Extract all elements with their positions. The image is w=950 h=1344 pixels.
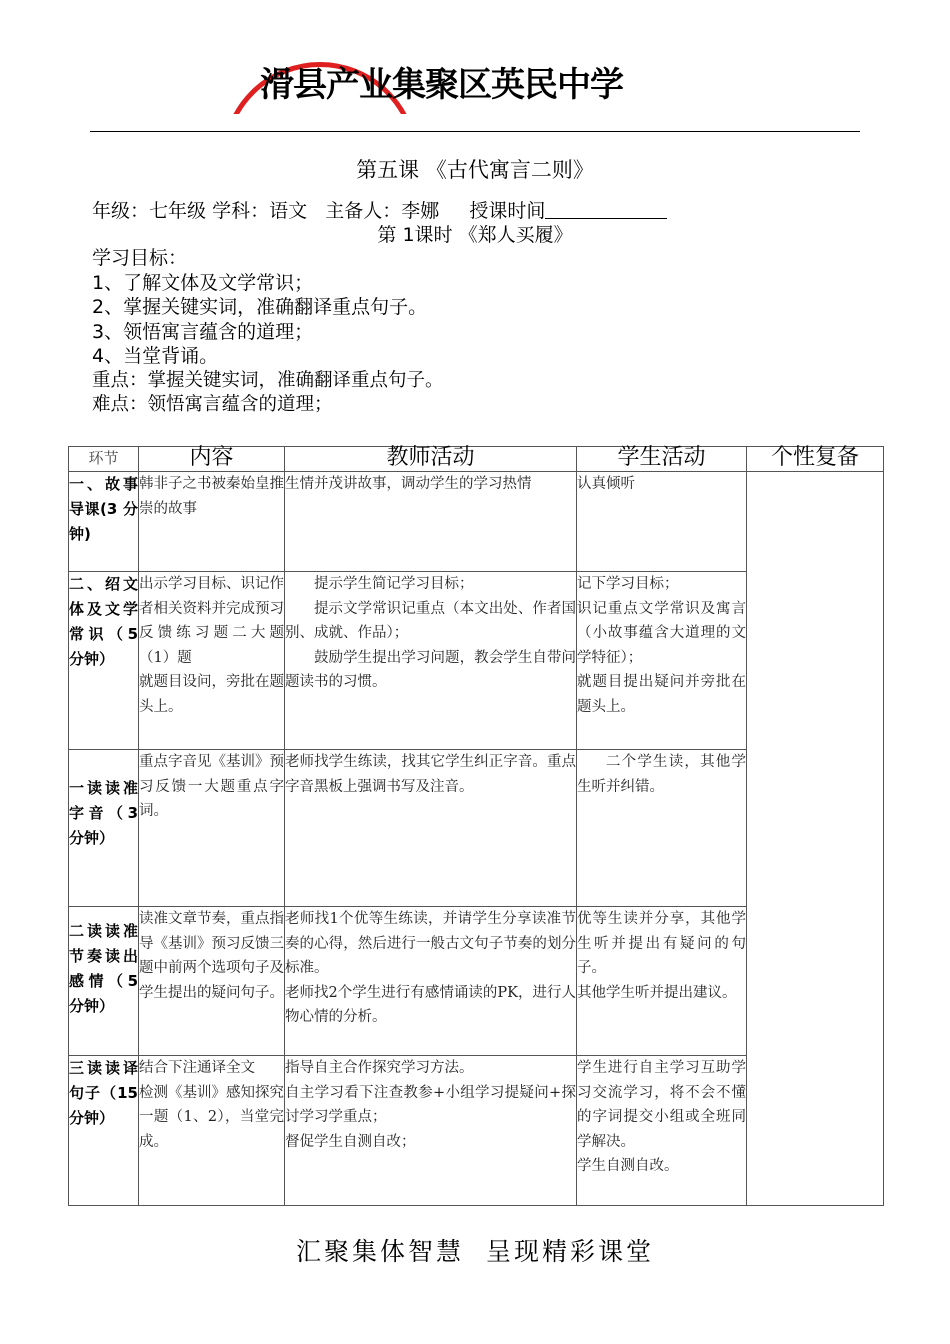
teacher-cell: 老师找1个优等生练读，并请学生分享读准节奏的心得，然后进行一般古文句子节奏的划分标准。 老师找2个学生进行有感情诵读的PK，进行人物心情的分析。 xyxy=(285,907,577,1056)
school-name: 滑县产业集聚区英民中学 xyxy=(260,65,623,105)
stage-cell: 三读读译句子（15分钟） xyxy=(69,1056,139,1206)
content-cell: 结合下注通译全文 检测《基训》感知探究一题（1、2），当堂完成。 xyxy=(139,1056,285,1206)
learning-goals xyxy=(92,246,852,418)
key-point: 重点：掌握关键实词，准确翻译重点句子。 xyxy=(92,369,444,391)
student-cell: 优等生读并分享，其他学生听并提出有疑问的句子。 其他学生听并提出建议。 xyxy=(577,907,747,1056)
stage-cell: 一、故事导课(3 分钟) xyxy=(69,472,139,572)
table-row xyxy=(69,472,884,572)
student-cell: 记下学习目标； 识记重点文学常识及寓言（小故事蕴含大道理的文学特征）； 就题目提出疑问并旁批在题头上。 xyxy=(577,572,747,750)
student-cell: 学生进行自主学习互助学习交流学习，将不会不懂的字词提交小组或全班同学解决。 学生自测自改。 xyxy=(577,1056,747,1206)
difficult-point: 难点：领悟寓言蕴含的道理； xyxy=(92,394,333,415)
student-cell: 认真倾听 xyxy=(577,472,747,572)
teacher-cell: 老师找学生练读，找其它学生纠正字音。重点字音黑板上强调书写及注音。 xyxy=(285,750,577,907)
subject-label: 学科：语文 xyxy=(212,200,308,222)
content-cell: 重点字音见《基训》预习反馈一大题重点字词。 xyxy=(139,750,285,907)
header-notes: 个性复备 xyxy=(747,447,884,472)
stage-cell: 一读读准字音（3 分钟） xyxy=(69,750,139,907)
notes-cell xyxy=(747,472,884,1206)
preparer-label: 主备人：李娜 xyxy=(325,200,440,222)
table-header-row xyxy=(69,447,884,472)
session-title: 第 1课时 《郑人买履》 xyxy=(377,224,573,246)
header-student: 学生活动 xyxy=(577,447,747,472)
goal-item: 3、领悟寓言蕴含的道理； xyxy=(92,320,314,343)
student-cell: 二个学生读，其他学生听并纠错。 xyxy=(577,750,747,907)
content-cell: 出示学习目标、识记作者相关资料并完成预习反馈练习题二大题（1）题 就题目设问，旁批在题头上。 xyxy=(139,572,285,750)
lesson-plan-table xyxy=(68,446,884,1206)
stage-cell: 二读读准节奏读出感情（5分钟） xyxy=(69,907,139,1056)
footer-slogan: 汇聚集体智慧 呈现精彩课堂 xyxy=(296,1237,654,1266)
header-rule xyxy=(90,131,860,132)
header-stage: 环节 xyxy=(69,447,139,472)
teacher-cell: 指导自主合作探究学习方法。 自主学习看下注查教参+小组学习提疑问+探讨学习学重点； 督促学生自测自改； xyxy=(285,1056,577,1206)
header-teacher: 教师活动 xyxy=(285,447,577,472)
content-cell: 读准文章节奏，重点指导《基训》预习反馈三题中前两个选项句子及学生提出的疑问句子。 xyxy=(139,907,285,1056)
lesson-title: 第五课 《古代寓言二则》 xyxy=(356,158,594,182)
goal-item: 4、当堂背诵。 xyxy=(92,345,219,367)
goal-item: 1、了解文体及文学常识； xyxy=(92,271,314,294)
time-label: 授课时间 xyxy=(469,200,546,222)
teacher-cell: 提示学生简记学习目标； 提示文学常识记重点（本文出处、作者国别、成就、作品）； 鼓励学生提出学习问题，教会学生自带问题读书的习惯。 xyxy=(285,572,577,750)
content-cell: 韩非子之书被秦始皇推崇的故事 xyxy=(139,472,285,572)
time-blank xyxy=(545,198,667,219)
teacher-cell: 生情并茂讲故事，调动学生的学习热情 xyxy=(285,472,577,572)
goals-heading: 学习目标： xyxy=(92,247,188,269)
header-content: 内容 xyxy=(139,447,285,472)
grade-label: 年级：七年级 xyxy=(92,200,207,222)
goal-item: 2、掌握关键实词，准确翻译重点句子。 xyxy=(92,296,428,318)
stage-cell: 二、绍文体及文学常识（5分钟） xyxy=(69,572,139,750)
